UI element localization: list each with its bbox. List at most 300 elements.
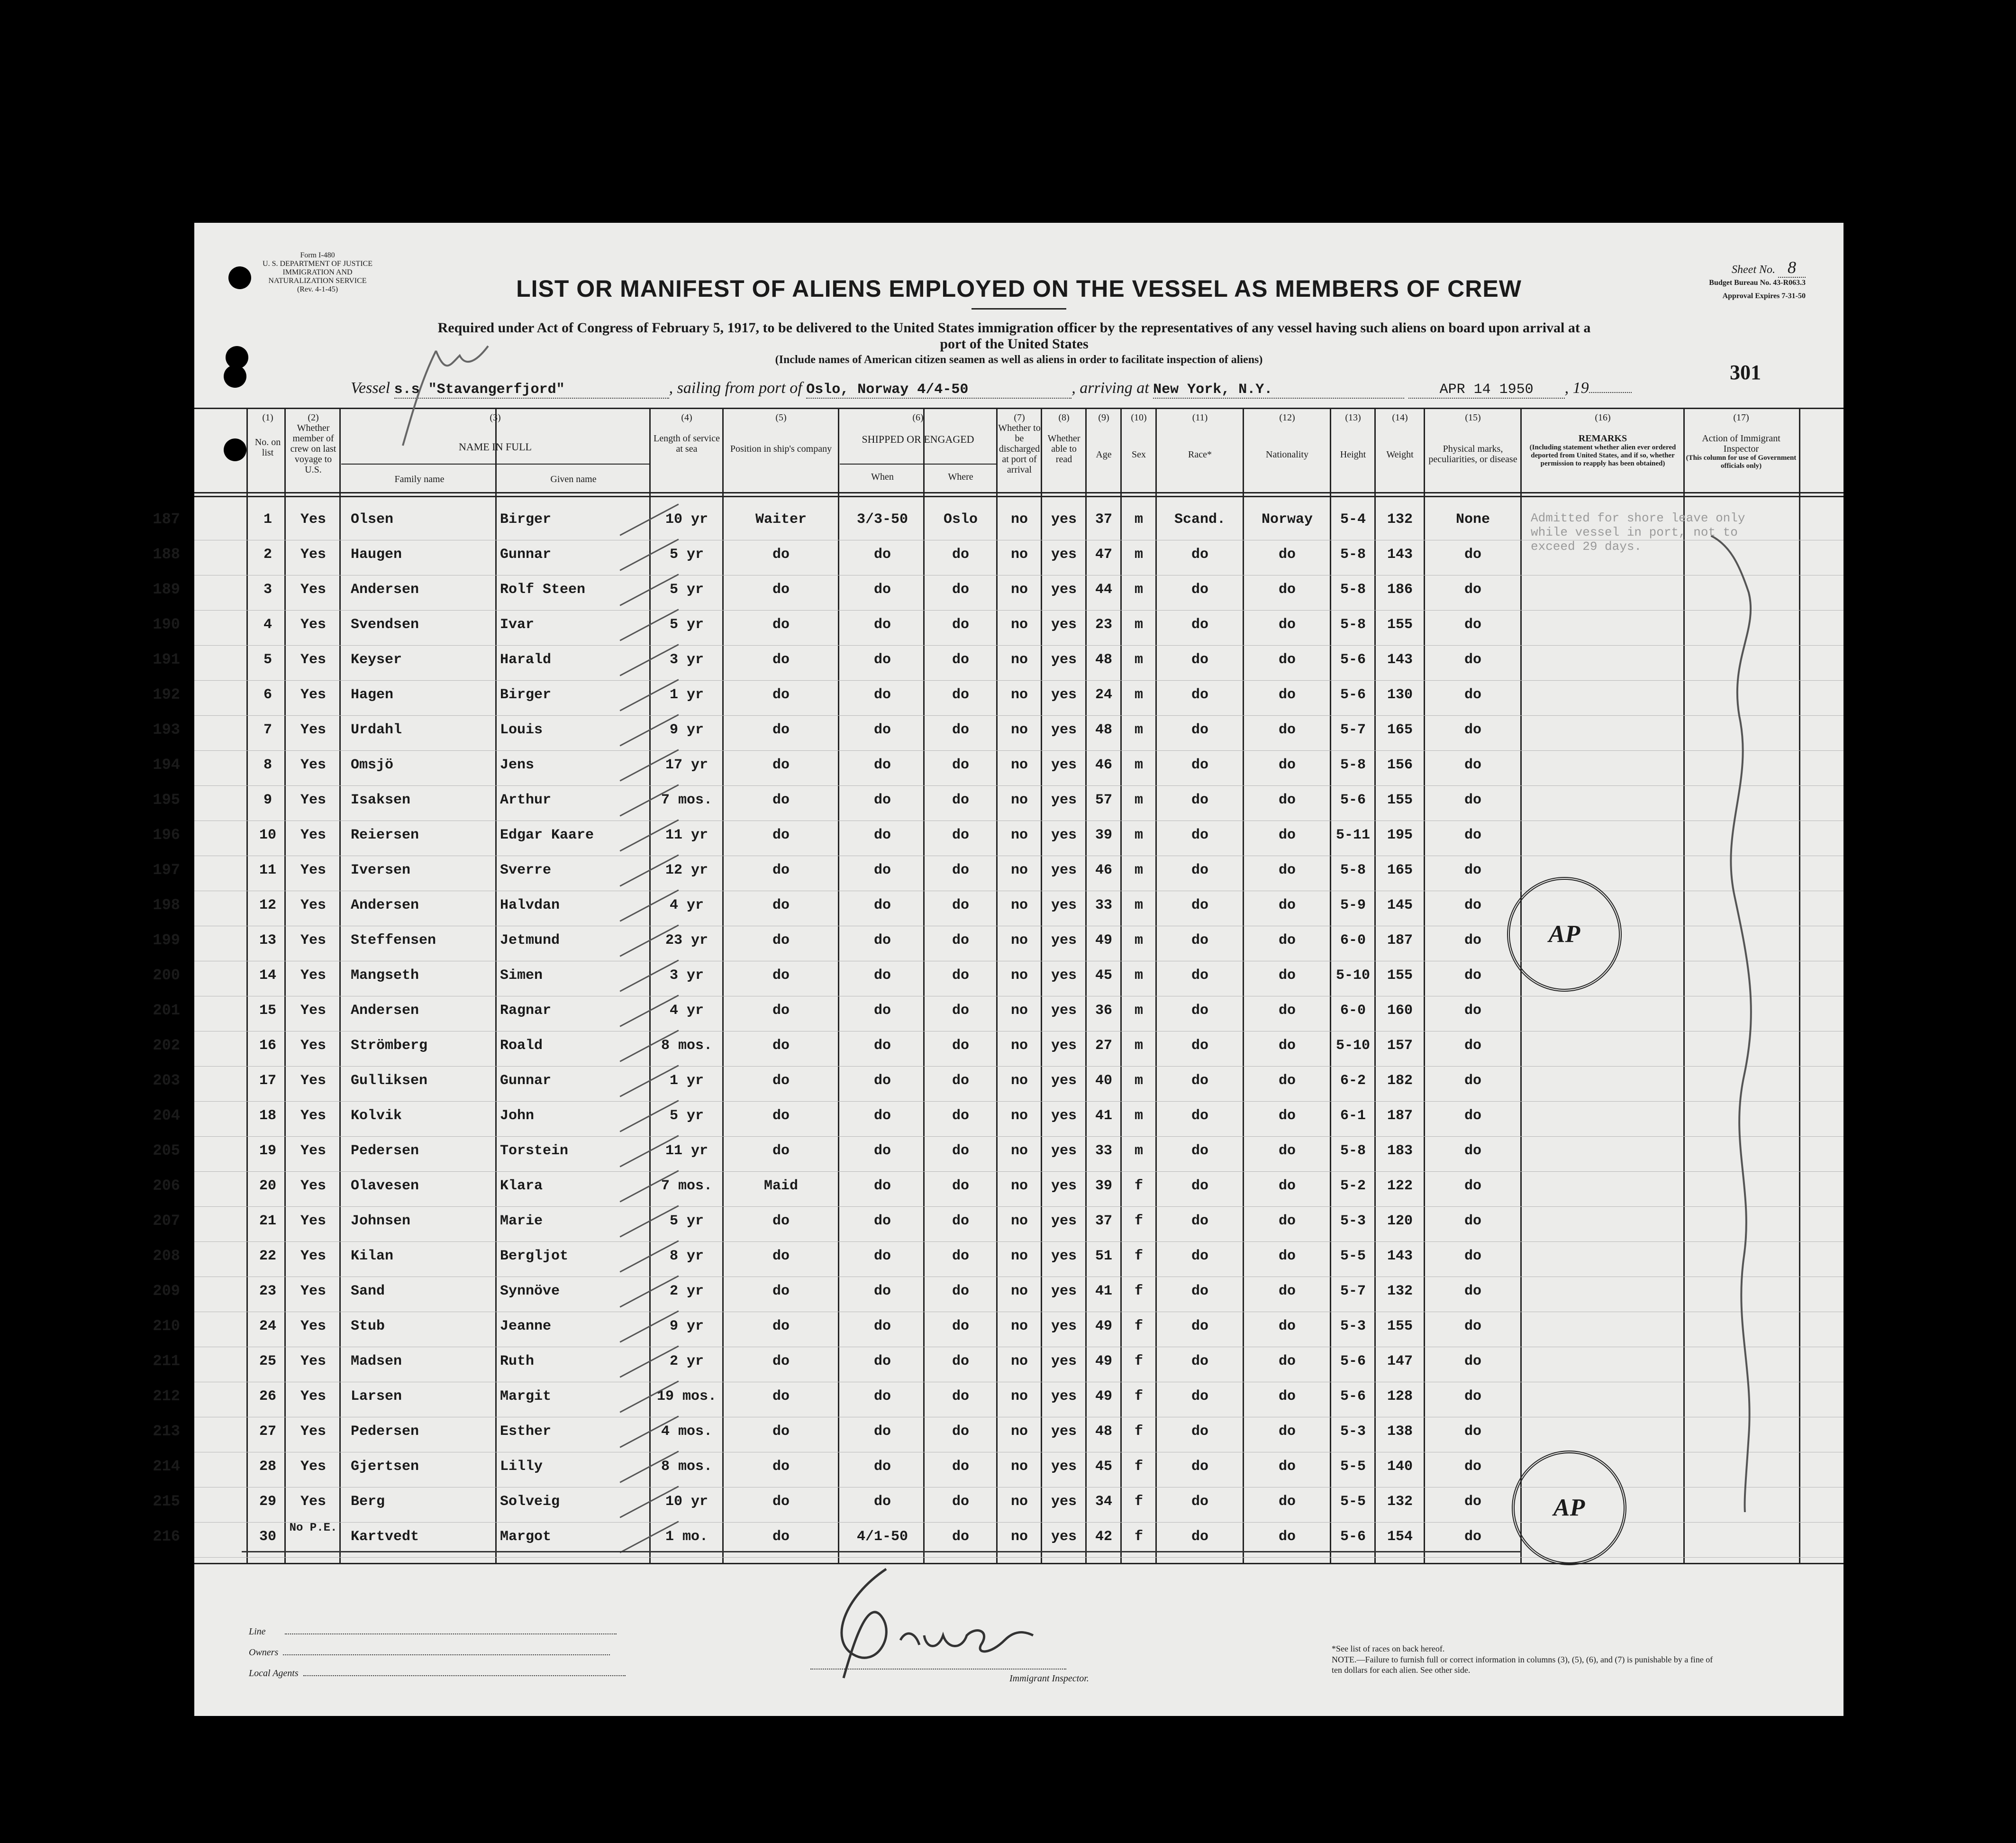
cell-family: Steffensen xyxy=(351,932,436,949)
form-revision: (Rev. 4-1-45) xyxy=(297,285,338,293)
cell-service: 4 yr xyxy=(669,897,704,913)
cell-where: do xyxy=(952,1459,969,1475)
cell-height: 5-7 xyxy=(1340,722,1366,738)
cell-read: yes xyxy=(1051,862,1077,878)
cell-prev: Yes xyxy=(300,897,326,913)
cell-age: 36 xyxy=(1095,1003,1112,1019)
cell-no: 19 xyxy=(259,1143,276,1159)
cell-disch: no xyxy=(1010,932,1028,949)
cell-height: 5-6 xyxy=(1340,1353,1366,1369)
cell-weight: 132 xyxy=(1387,511,1413,528)
table-row xyxy=(194,1066,1843,1101)
cell-race: do xyxy=(1191,687,1208,703)
cell-no: 15 xyxy=(259,1003,276,1019)
cell-nat: Norway xyxy=(1261,511,1313,528)
cell-where: do xyxy=(952,1388,969,1405)
cell-marks: do xyxy=(1464,1213,1481,1229)
cell-read: yes xyxy=(1051,1003,1077,1019)
cell-service: 8 mos. xyxy=(661,1038,713,1054)
cell-given: Klara xyxy=(500,1178,543,1194)
cell-height: 5-6 xyxy=(1340,1388,1366,1405)
cell-sex: f xyxy=(1134,1529,1143,1545)
cell-where: do xyxy=(952,1494,969,1510)
cell-read: yes xyxy=(1051,932,1077,949)
cell-race: do xyxy=(1191,582,1208,598)
cell-marks: do xyxy=(1464,722,1481,738)
cell-race: do xyxy=(1191,1248,1208,1264)
cell-nat: do xyxy=(1278,1003,1296,1019)
cell-weight: 132 xyxy=(1387,1283,1413,1299)
cell-where: do xyxy=(952,652,969,668)
cell-family: Iversen xyxy=(351,862,411,878)
cell-height: 5-3 xyxy=(1340,1213,1366,1229)
cell-height: 6-0 xyxy=(1340,932,1366,949)
cell-read: yes xyxy=(1051,1459,1077,1475)
cell-height: 5-5 xyxy=(1340,1248,1366,1264)
cell-family: Sand xyxy=(351,1283,385,1299)
cell-marks: do xyxy=(1464,1388,1481,1405)
cell-height: 5-8 xyxy=(1340,617,1366,633)
cell-service: 9 yr xyxy=(669,1318,704,1334)
date-stamp: APR 14 1950 xyxy=(1439,382,1534,398)
col-header-race: (11) Race* xyxy=(1188,412,1212,460)
cell-prev: Yes xyxy=(300,617,326,633)
cell-marks: do xyxy=(1464,652,1481,668)
col-header-sex: (10) Sex xyxy=(1131,412,1147,460)
cell-when: do xyxy=(873,1213,891,1229)
cell-where: do xyxy=(952,687,969,703)
cell-marks: do xyxy=(1464,897,1481,913)
cell-sex: m xyxy=(1134,547,1143,563)
cell-when: do xyxy=(873,1073,891,1089)
cell-family: Pedersen xyxy=(351,1423,419,1440)
col-header-previous-voyage: (2) Whether member of crew on last voyage to U.S. xyxy=(290,412,336,475)
cell-position: do xyxy=(772,1248,790,1264)
cell-marks: do xyxy=(1464,1494,1481,1510)
cell-read: yes xyxy=(1051,1108,1077,1124)
cell-disch: no xyxy=(1010,1353,1028,1369)
cell-read: yes xyxy=(1051,511,1077,528)
cell-service: 4 mos. xyxy=(661,1423,713,1440)
cell-given: Birger xyxy=(500,511,552,528)
cell-read: yes xyxy=(1051,1529,1077,1545)
page-line-number: 193 xyxy=(153,721,180,739)
cell-service: 3 yr xyxy=(669,967,704,984)
cell-marks: do xyxy=(1464,1423,1481,1440)
arriving-label: , arriving at xyxy=(1072,379,1149,397)
name-subrule xyxy=(341,464,649,465)
page-line-number: 199 xyxy=(153,931,180,949)
cell-family: Omsjö xyxy=(351,757,394,773)
page-line-number: 210 xyxy=(153,1317,180,1335)
inspector-wavy-line xyxy=(1711,536,1787,1512)
cell-service: 17 yr xyxy=(665,757,708,773)
cell-disch: no xyxy=(1010,792,1028,808)
col-header-shipped: (6) SHIPPED OR ENGAGED xyxy=(862,412,974,445)
cell-height: 5-8 xyxy=(1340,582,1366,598)
cell-disch: no xyxy=(1010,1459,1028,1475)
form-id: Form I-480 xyxy=(300,251,335,259)
cell-weight: 128 xyxy=(1387,1388,1413,1405)
cell-weight: 140 xyxy=(1387,1459,1413,1475)
cell-when: do xyxy=(873,1494,891,1510)
cell-disch: no xyxy=(1010,687,1028,703)
page-line-number: 195 xyxy=(153,791,180,809)
cell-position: do xyxy=(772,1529,790,1545)
page-line-number: 198 xyxy=(153,896,180,914)
cell-marks: do xyxy=(1464,1073,1481,1089)
cell-disch: no xyxy=(1010,1213,1028,1229)
cell-marks: do xyxy=(1464,827,1481,843)
cell-read: yes xyxy=(1051,792,1077,808)
cell-age: 49 xyxy=(1095,1388,1112,1405)
table-row xyxy=(194,1417,1843,1452)
cell-age: 33 xyxy=(1095,897,1112,913)
page-line-number: 192 xyxy=(153,686,180,703)
cell-read: yes xyxy=(1051,687,1077,703)
cell-service: 8 yr xyxy=(669,1248,704,1264)
cell-marks: do xyxy=(1464,617,1481,633)
cell-weight: 165 xyxy=(1387,862,1413,878)
cell-read: yes xyxy=(1051,617,1077,633)
cell-disch: no xyxy=(1010,1003,1028,1019)
cell-height: 5-8 xyxy=(1340,757,1366,773)
cell-race: do xyxy=(1191,967,1208,984)
cell-when: do xyxy=(873,1353,891,1369)
cell-race: do xyxy=(1191,932,1208,949)
remarks-note: Admitted for shore leave only while vessel in port, not to exceed 29 days. xyxy=(1531,511,1745,554)
cell-no: 14 xyxy=(259,967,276,984)
col-header-service: (4) Length of service at sea xyxy=(654,412,720,454)
cell-nat: do xyxy=(1278,862,1296,878)
fine-note: NOTE.—Failure to furnish full or correct information in columns (3), (5), (6), and (7) is punishable by a fine of ten dollars for each alien. See other side. xyxy=(1332,1655,1713,1675)
cell-given: Marie xyxy=(500,1213,543,1229)
cell-height: 5-2 xyxy=(1340,1178,1366,1194)
cell-weight: 147 xyxy=(1387,1353,1413,1369)
cell-where: do xyxy=(952,1283,969,1299)
cell-prev: Yes xyxy=(300,827,326,843)
required-line-1: Required under Act of Congress of February 5, 1917, to be delivered to the United States immigration officer by the representatives of any vessel having such aliens on board upon arrival at a xyxy=(437,320,1591,336)
cell-weight: 155 xyxy=(1387,967,1413,984)
cell-nat: do xyxy=(1278,722,1296,738)
cell-given: Synnöve xyxy=(500,1283,560,1299)
page-line-number: 213 xyxy=(153,1423,180,1440)
cell-disch: no xyxy=(1010,967,1028,984)
cell-prev: Yes xyxy=(300,511,326,528)
cell-where: do xyxy=(952,1038,969,1054)
cell-when: do xyxy=(873,1038,891,1054)
cell-marks: do xyxy=(1464,757,1481,773)
cell-marks: do xyxy=(1464,1108,1481,1124)
page-line-number: 207 xyxy=(153,1212,180,1230)
arrival-port: New York, N.Y. xyxy=(1153,382,1273,398)
cell-disch: no xyxy=(1010,1529,1028,1545)
page-line-number: 209 xyxy=(153,1282,180,1300)
cell-age: 24 xyxy=(1095,687,1112,703)
cell-race: do xyxy=(1191,1038,1208,1054)
cell-age: 47 xyxy=(1095,547,1112,563)
local-agents-label: Local Agents xyxy=(249,1668,299,1679)
cell-no: 7 xyxy=(263,722,272,738)
cell-when: do xyxy=(873,1178,891,1194)
col-header-weight: (14) Weight xyxy=(1386,412,1414,460)
title-rule xyxy=(972,308,1066,310)
cell-service: 11 yr xyxy=(665,1143,708,1159)
cell-marks: do xyxy=(1464,967,1481,984)
cell-race: do xyxy=(1191,722,1208,738)
required-line-2: port of the United States xyxy=(940,336,1089,352)
cell-nat: do xyxy=(1278,1178,1296,1194)
cell-service: 1 yr xyxy=(669,687,704,703)
cell-position: do xyxy=(772,1318,790,1334)
cell-disch: no xyxy=(1010,1388,1028,1405)
vessel-name: s.s "Stavangerfjord" xyxy=(394,382,565,398)
table-rule xyxy=(194,492,1843,493)
cell-marks: do xyxy=(1464,547,1481,563)
cell-height: 5-7 xyxy=(1340,1283,1366,1299)
cell-when: 3/3-50 xyxy=(856,511,908,528)
cell-sex: f xyxy=(1134,1494,1143,1510)
cell-when: 4/1-50 xyxy=(856,1529,908,1545)
cell-disch: no xyxy=(1010,1073,1028,1089)
table-row xyxy=(194,996,1843,1031)
cell-family: Olsen xyxy=(351,511,394,528)
cell-prev: Yes xyxy=(300,1143,326,1159)
cell-race: do xyxy=(1191,1003,1208,1019)
cell-sex: f xyxy=(1134,1388,1143,1405)
col-header-name: (3) NAME IN FULL xyxy=(459,412,532,453)
cell-where: do xyxy=(952,1073,969,1089)
cell-height: 6-2 xyxy=(1340,1073,1366,1089)
table-rule xyxy=(194,496,1843,497)
cell-where: do xyxy=(952,1318,969,1334)
table-row xyxy=(194,715,1843,750)
cell-marks: do xyxy=(1464,932,1481,949)
cell-sex: m xyxy=(1134,617,1143,633)
cell-height: 5-5 xyxy=(1340,1494,1366,1510)
cell-family: Mangseth xyxy=(351,967,419,984)
cell-position: do xyxy=(772,1423,790,1440)
cell-when: do xyxy=(873,932,891,949)
cell-prev: Yes xyxy=(300,1283,326,1299)
owners-label: Owners xyxy=(249,1647,279,1658)
cell-position: Waiter xyxy=(755,511,807,528)
race-note: *See list of races on back hereof. xyxy=(1332,1644,1445,1653)
cell-when: do xyxy=(873,617,891,633)
cell-no: 30 xyxy=(259,1529,276,1545)
cell-height: 5-4 xyxy=(1340,511,1366,528)
cell-nat: do xyxy=(1278,1353,1296,1369)
cell-family: Reiersen xyxy=(351,827,419,843)
cell-read: yes xyxy=(1051,897,1077,913)
cell-age: 45 xyxy=(1095,1459,1112,1475)
cell-height: 5-11 xyxy=(1335,827,1370,843)
cell-height: 5-6 xyxy=(1340,687,1366,703)
cell-service: 7 mos. xyxy=(661,792,713,808)
cell-weight: 154 xyxy=(1387,1529,1413,1545)
cell-prev: Yes xyxy=(300,1248,326,1264)
cell-read: yes xyxy=(1051,1143,1077,1159)
cell-where: do xyxy=(952,1143,969,1159)
cell-service: 8 mos. xyxy=(661,1459,713,1475)
cell-prev: Yes xyxy=(300,652,326,668)
cell-age: 44 xyxy=(1095,582,1112,598)
cell-race: do xyxy=(1191,757,1208,773)
cell-where: do xyxy=(952,897,969,913)
cell-where: do xyxy=(952,617,969,633)
col-header-family-name: Family name xyxy=(394,474,445,484)
cell-sex: m xyxy=(1134,897,1143,913)
cell-prev: Yes xyxy=(300,932,326,949)
cell-weight: 187 xyxy=(1387,932,1413,949)
cell-disch: no xyxy=(1010,652,1028,668)
cell-age: 49 xyxy=(1095,1318,1112,1334)
cell-when: do xyxy=(873,1003,891,1019)
cell-nat: do xyxy=(1278,1494,1296,1510)
cell-sex: f xyxy=(1134,1248,1143,1264)
required-statement xyxy=(280,320,1749,352)
inspector-label: Immigrant Inspector. xyxy=(1009,1673,1089,1684)
cell-service: 11 yr xyxy=(665,827,708,843)
cell-age: 45 xyxy=(1095,967,1112,984)
cell-sex: m xyxy=(1134,967,1143,984)
cell-race: do xyxy=(1191,1143,1208,1159)
cell-disch: no xyxy=(1010,1494,1028,1510)
table-row xyxy=(194,750,1843,785)
table-row xyxy=(194,645,1843,680)
table-row xyxy=(194,1136,1843,1171)
cell-position: do xyxy=(772,932,790,949)
cell-given: Margit xyxy=(500,1388,552,1405)
cell-service: 5 yr xyxy=(669,1108,704,1124)
cell-prev: Yes xyxy=(300,1388,326,1405)
cell-position: do xyxy=(772,862,790,878)
cell-no: 16 xyxy=(259,1038,276,1054)
cell-when: do xyxy=(873,1143,891,1159)
page-line-number: 214 xyxy=(153,1458,180,1475)
cell-age: 49 xyxy=(1095,932,1112,949)
punch-hole xyxy=(224,365,246,388)
cell-disch: no xyxy=(1010,862,1028,878)
cell-where: do xyxy=(952,547,969,563)
cell-weight: 183 xyxy=(1387,1143,1413,1159)
cell-family: Svendsen xyxy=(351,617,419,633)
cell-position: do xyxy=(772,827,790,843)
cell-read: yes xyxy=(1051,582,1077,598)
cell-nat: do xyxy=(1278,1248,1296,1264)
cell-family: Gjertsen xyxy=(351,1459,419,1475)
cell-weight: 182 xyxy=(1387,1073,1413,1089)
table-row xyxy=(194,1171,1843,1206)
cell-sex: f xyxy=(1134,1459,1143,1475)
cell-where: do xyxy=(952,1003,969,1019)
cell-family: Pedersen xyxy=(351,1143,419,1159)
cell-given: Jetmund xyxy=(500,932,560,949)
cell-given: Birger xyxy=(500,687,552,703)
cell-nat: do xyxy=(1278,1388,1296,1405)
cell-when: do xyxy=(873,1459,891,1475)
cell-weight: 130 xyxy=(1387,687,1413,703)
cell-disch: no xyxy=(1010,722,1028,738)
inspector-line xyxy=(810,1669,1066,1670)
cell-prev: Yes xyxy=(300,1353,326,1369)
cell-where: do xyxy=(952,582,969,598)
page-line-number: 208 xyxy=(153,1247,180,1265)
cell-given: Esther xyxy=(500,1423,552,1440)
cell-given: Jens xyxy=(500,757,535,773)
cell-age: 46 xyxy=(1095,757,1112,773)
cell-age: 46 xyxy=(1095,862,1112,878)
cell-read: yes xyxy=(1051,1388,1077,1405)
cell-race: do xyxy=(1191,1213,1208,1229)
page-line-number: 211 xyxy=(153,1352,180,1370)
cell-prev: Yes xyxy=(300,1318,326,1334)
cell-read: yes xyxy=(1051,722,1077,738)
cell-marks: do xyxy=(1464,1003,1481,1019)
cell-sex: f xyxy=(1134,1213,1143,1229)
cell-weight: 145 xyxy=(1387,897,1413,913)
cell-sex: m xyxy=(1134,511,1143,528)
cell-family: Andersen xyxy=(351,582,419,598)
cell-sex: m xyxy=(1134,757,1143,773)
cell-disch: no xyxy=(1010,1248,1028,1264)
cell-weight: 120 xyxy=(1387,1213,1413,1229)
table-row xyxy=(194,1241,1843,1277)
cell-sex: m xyxy=(1134,582,1143,598)
cell-marks: do xyxy=(1464,1178,1481,1194)
cell-service: 9 yr xyxy=(669,722,704,738)
cell-given: Solveig xyxy=(500,1494,560,1510)
cell-age: 57 xyxy=(1095,792,1112,808)
col-header-no: (1) No. on list xyxy=(254,412,281,458)
cell-disch: no xyxy=(1010,617,1028,633)
year-label: , 19 xyxy=(1564,379,1589,397)
cell-prev: Yes xyxy=(300,1073,326,1089)
cell-where: do xyxy=(952,1213,969,1229)
cell-no: 11 xyxy=(259,862,276,878)
cell-no: 24 xyxy=(259,1318,276,1334)
cell-prev: No P.E. xyxy=(289,1522,337,1534)
sailing-label: , sailing from port of xyxy=(669,379,802,397)
table-row xyxy=(194,1206,1843,1241)
cell-race: do xyxy=(1191,1529,1208,1545)
cell-age: 51 xyxy=(1095,1248,1112,1264)
cell-position: do xyxy=(772,1283,790,1299)
cell-prev: Yes xyxy=(300,1423,326,1440)
cell-when: do xyxy=(873,1108,891,1124)
col-header-given-name: Given name xyxy=(550,474,597,484)
cell-no: 20 xyxy=(259,1178,276,1194)
cell-height: 5-8 xyxy=(1340,1143,1366,1159)
cell-sex: m xyxy=(1134,1003,1143,1019)
cell-given: Ruth xyxy=(500,1353,535,1369)
cell-family: Madsen xyxy=(351,1353,402,1369)
cell-no: 9 xyxy=(263,792,272,808)
cell-family: Kartvedt xyxy=(351,1529,419,1545)
cell-age: 41 xyxy=(1095,1108,1112,1124)
cell-disch: no xyxy=(1010,897,1028,913)
cell-prev: Yes xyxy=(300,582,326,598)
cell-when: do xyxy=(873,1318,891,1334)
cell-nat: do xyxy=(1278,547,1296,563)
cell-nat: do xyxy=(1278,897,1296,913)
cell-no: 10 xyxy=(259,827,276,843)
cell-sex: m xyxy=(1134,827,1143,843)
page-line-number: 188 xyxy=(153,546,180,563)
sheet-label: Sheet No. xyxy=(1732,264,1775,276)
shipped-subrule xyxy=(840,464,996,465)
cell-where: do xyxy=(952,1529,969,1545)
